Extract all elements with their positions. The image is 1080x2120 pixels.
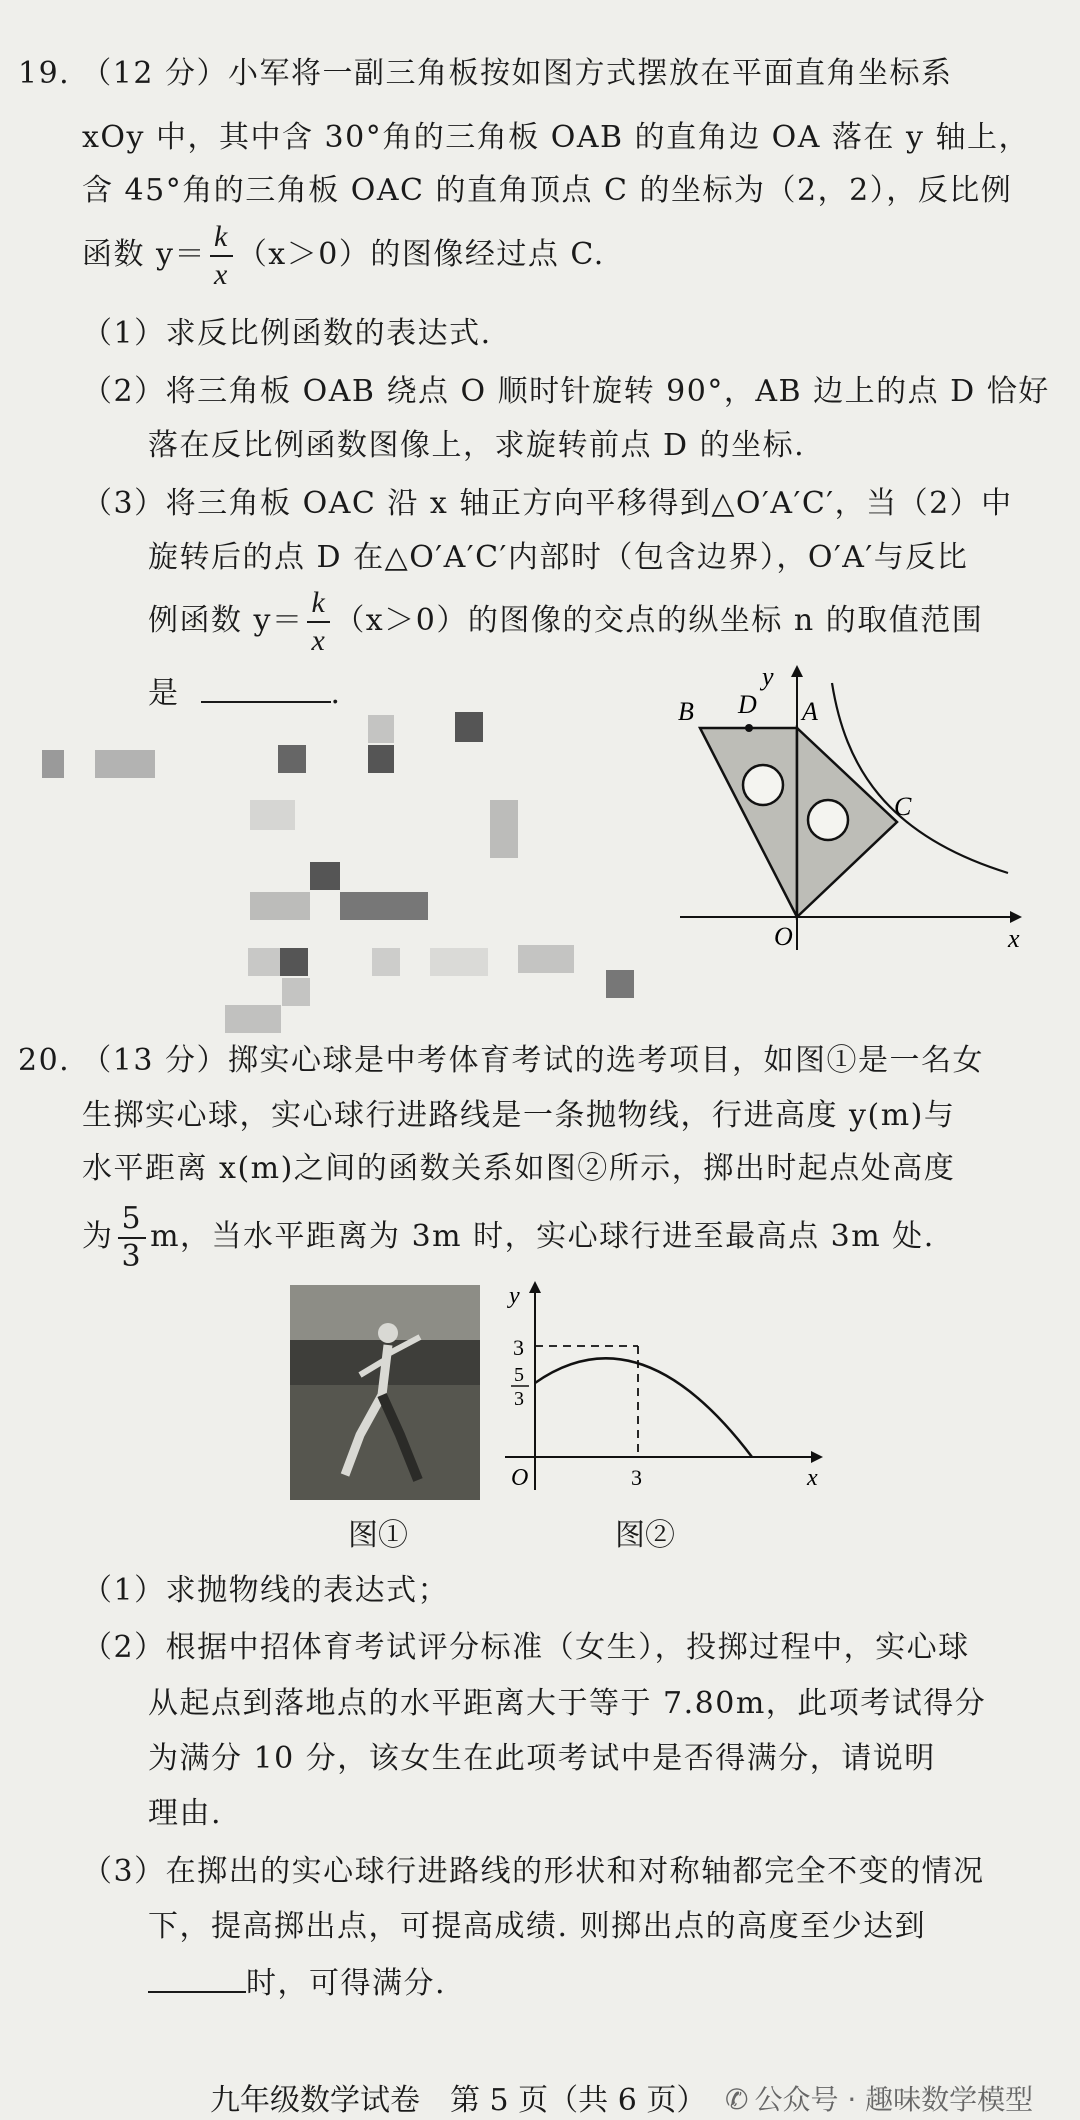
q20-part-2-l3 (148, 1733, 936, 1777)
q20-score: （13 分） (81, 1043, 228, 1078)
wechat-icon: ✆ (725, 2083, 749, 2116)
q19-p3-text-2: 旋转后的点 D 在△O′A′C′内部时（包含边界），O′A′与反比 (148, 540, 969, 575)
label-y: y (509, 1283, 520, 1309)
q20-line-3 (82, 1143, 955, 1187)
q19-stem-2: xOy 中，其中含 30°角的三角板 OAB 的直角边 OA 落在 y 轴上， (82, 120, 1030, 155)
q20-stem-3: 水平距离 x(m)之间的函数关系如图②所示，掷出时起点处高度 (82, 1151, 956, 1186)
label-3-x: 3 (631, 1465, 642, 1490)
q19-stem-3: 含 45°角的三角板 OAC 的直角顶点 C 的坐标为（2，2），反比例 (82, 173, 1013, 208)
q20-part-2-l2 (148, 1678, 986, 1722)
q20-p3-text-2: 下，提高掷出点，可提高成绩. 则掷出点的高度至少达到 (148, 1909, 927, 1944)
q20-part-3-l2 (148, 1901, 926, 1945)
q19-part-1 (82, 308, 492, 352)
q20-graph (495, 1275, 835, 1505)
fig2-caption: 图② (615, 1518, 675, 1553)
q19-line-2 (82, 112, 1030, 156)
q20-p2-text-2: 从起点到落地点的水平距离大于等于 7.80m，此项考试得分 (148, 1686, 987, 1721)
y-axis-arrow (529, 1281, 541, 1293)
x-axis-arrow (1010, 911, 1022, 923)
q19-part-3-l4 (148, 668, 342, 712)
label-5: 5 (514, 1364, 524, 1386)
q20-part-2-l4 (148, 1788, 222, 1832)
q19-frac-num: k (210, 222, 233, 257)
q19-p2-text-1: （2）将三角板 OAB 绕点 O 顺时针旋转 90°，AB 边上的点 D 恰好 (82, 374, 1050, 409)
q20-part-1 (82, 1565, 449, 1609)
q19-p3-text-4: 是 (148, 676, 180, 711)
q20-p3-text-3: 时，可得满分. (246, 1966, 447, 2001)
q20-stem-1: 掷实心球是中考体育考试的选考项目，如图①是一名女 (227, 1043, 984, 1078)
q20-line-1 (18, 1035, 984, 1079)
q19-fraction (210, 222, 233, 290)
watermark-text: 公众号 · 趣味数学模型 (754, 2083, 1034, 2116)
q20-p2-text-4: 理由. (148, 1796, 223, 1831)
label-x: x (1008, 924, 1020, 953)
x-axis-arrow (811, 1451, 823, 1463)
shot-put-photo (290, 1285, 480, 1500)
q19-frac2-num: k (307, 588, 330, 623)
q19-p3-text-3-post: （x＞0）的图像的交点的纵坐标 n 的取值范围 (334, 603, 984, 638)
q19-frac2-den: x (311, 624, 327, 657)
q19-p3-text-1: （3）将三角板 OAC 沿 x 轴正方向平移得到△O′A′C′，当（2）中 (82, 486, 1013, 521)
label-O: O (774, 922, 793, 951)
q19-figure (670, 655, 1040, 975)
q20-frac-den: 3 (121, 1239, 143, 1274)
label-O: O (511, 1465, 529, 1491)
triangle-OAB (700, 728, 797, 917)
q20-p3-text-1: （3）在掷出的实心球行进路线的形状和对称轴都完全不变的情况 (82, 1854, 985, 1889)
page-footer: 九年级数学试卷 第 5 页（共 6 页） (210, 2083, 707, 2118)
q19-score: （12 分） (81, 56, 228, 91)
q20-p1-text: （1）求抛物线的表达式； (82, 1573, 450, 1608)
q19-p2-text-2: 落在反比例函数图像上，求旋转前点 D 的坐标. (148, 428, 806, 463)
label-x: x (807, 1465, 818, 1491)
q20-part-3-l1 (82, 1846, 985, 1890)
q19-part-3-l3 (148, 588, 983, 656)
label-3-den: 3 (514, 1388, 524, 1410)
q20-part-2-l1 (82, 1622, 970, 1666)
q20-line-2 (82, 1090, 955, 1134)
answer-blank-q19[interactable] (201, 677, 331, 703)
q19-number: 19. (18, 56, 71, 91)
point-D (745, 724, 753, 732)
answer-blank-q20[interactable] (148, 1967, 246, 1993)
q19-part-2-l1 (82, 366, 1050, 410)
q19-part-2-l2 (148, 420, 805, 464)
q19-p3-text-3-pre: 例函数 y＝ (148, 603, 304, 638)
y-axis-arrow (791, 665, 803, 677)
q19-line-4 (82, 222, 605, 290)
label-A: A (802, 697, 818, 726)
q20-frac-num: 5 (118, 1204, 147, 1239)
hole-1 (743, 765, 783, 805)
q19-frac-den: x (213, 258, 229, 291)
q20-number: 20. (18, 1043, 71, 1078)
q19-p1-text: （1）求反比例函数的表达式. (82, 316, 492, 351)
label-C: C (894, 792, 912, 821)
parabola (535, 1358, 752, 1457)
fig1-caption: 图① (348, 1518, 408, 1553)
hole-2 (808, 800, 848, 840)
q20-stem-4-pre: 为 (82, 1219, 114, 1254)
q19-fraction-2 (307, 588, 330, 656)
label-y: y (762, 662, 774, 691)
label-3-y: 3 (513, 1335, 524, 1360)
q19-p3-end: . (330, 676, 342, 711)
q19-stem-4-post: （x＞0）的图像经过点 C. (236, 237, 605, 272)
q19-line-1 (18, 48, 952, 92)
q20-p2-text-3: 为满分 10 分，该女生在此项考试中是否得满分，请说明 (148, 1741, 936, 1776)
label-D: D (738, 690, 757, 719)
q20-stem-4-post: m，当水平距离为 3m 时，实心球行进至最高点 3m 处. (150, 1219, 935, 1254)
q19-stem-4-pre: 函数 y＝ (82, 237, 206, 272)
q20-part-3-l3 (148, 1958, 446, 2002)
q20-fraction (118, 1201, 147, 1274)
label-B: B (678, 697, 694, 726)
q20-p2-text-1: （2）根据中招体育考试评分标准（女生），投掷过程中，实心球 (82, 1630, 970, 1665)
q20-stem-2: 生掷实心球，实心球行进路线是一条抛物线，行进高度 y(m)与 (82, 1098, 956, 1133)
q20-line-4 (82, 1201, 935, 1274)
q19-part-3-l2 (148, 532, 968, 576)
q19-line-3 (82, 165, 1012, 209)
watermark (725, 2078, 1033, 2118)
q19-part-3-l1 (82, 478, 1013, 522)
q19-stem-1: 小军将一副三角板按如图方式摆放在平面直角坐标系 (227, 56, 953, 91)
